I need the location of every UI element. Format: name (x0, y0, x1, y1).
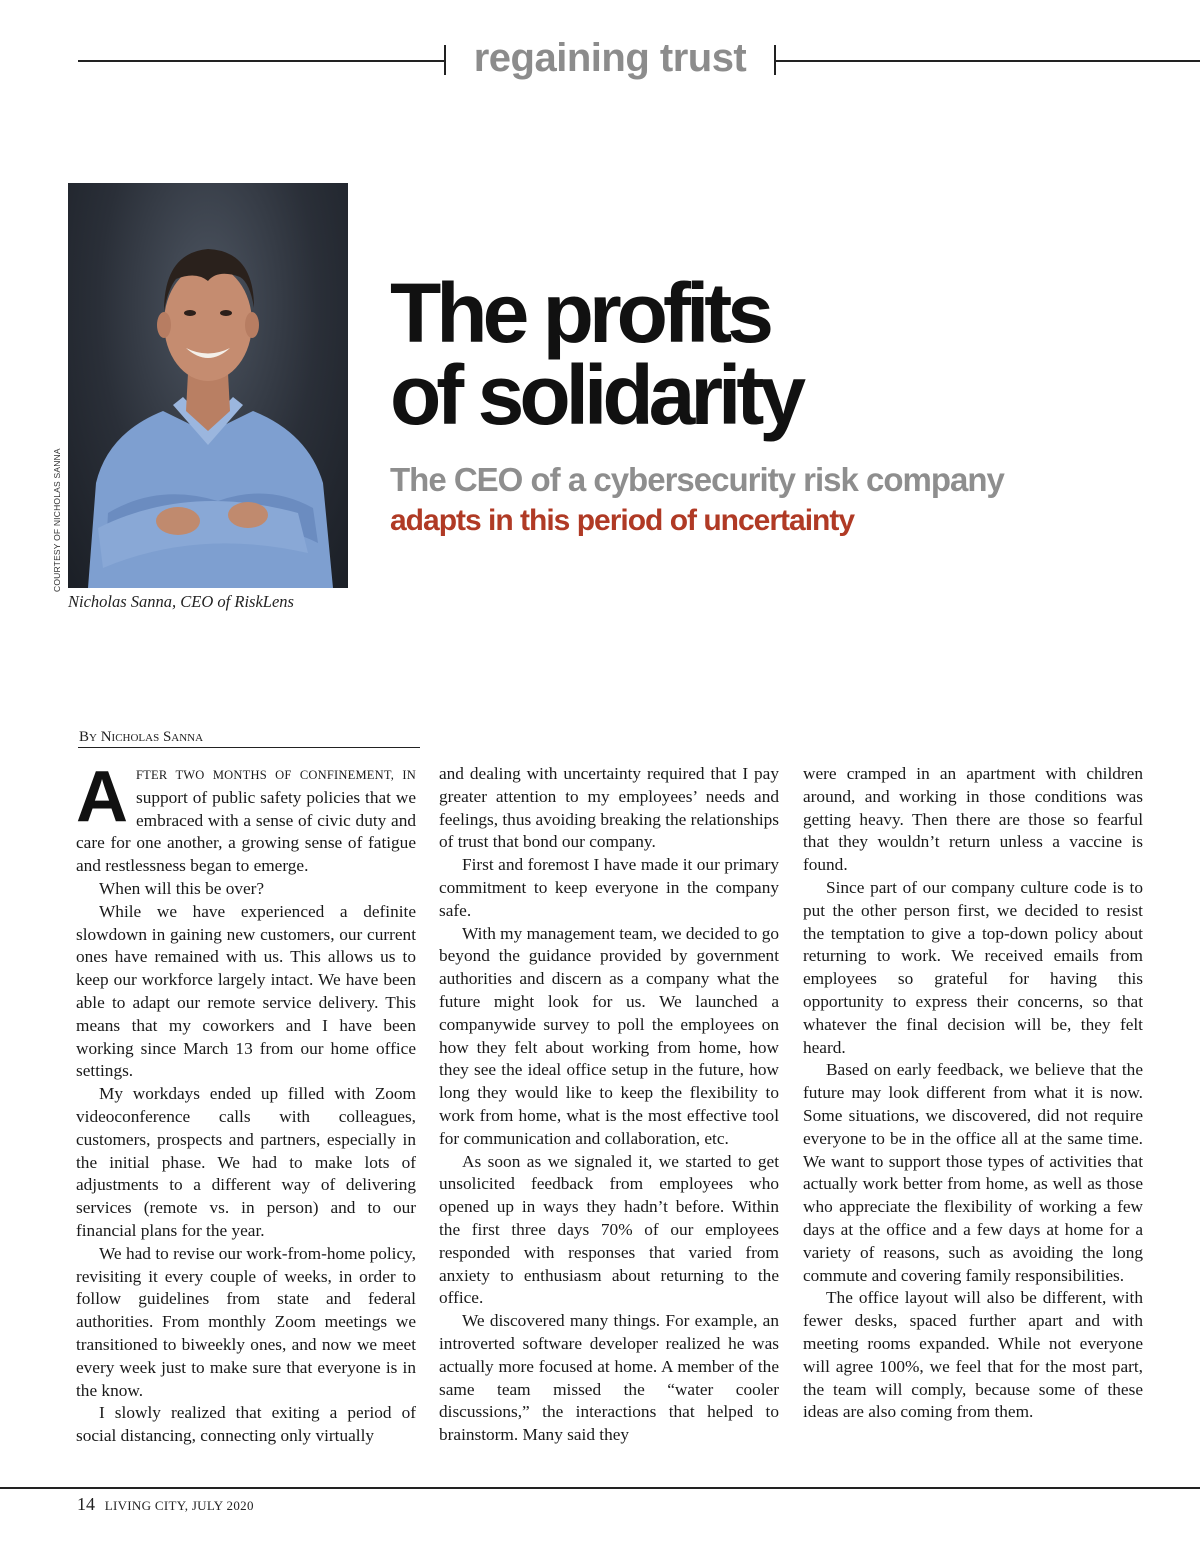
article-paragraph: Based on early feedback, we believe that the future may look different from what it is now. Some situations, we discovered, did not require everyone to be in the office all at the same time. We want to support those types of activities that actually work better from home, as well as those who appreciate the flexibility of working a few days at the office and a few days at home for a variety of reasons, such as avoiding the long commute and covering family responsibilities. (803, 1060, 1143, 1285)
byline (79, 729, 203, 746)
folio (77, 1494, 254, 1515)
article-paragraph: We had to revise our work-from-home policy, revisiting it every couple of weeks, in order to follow guidelines from state and federal authorities. From monthly Zoom meetings we transitioned to biweekly ones, and now we meet every week just to make sure that everyone is in the know. (76, 1243, 416, 1400)
article-paragraph: I slowly realized that exiting a period of social distancing, connecting only virtually (76, 1403, 416, 1446)
byline-prefix: By (79, 729, 97, 745)
article-title (390, 266, 802, 442)
byline-author: Nicholas Sanna (100, 729, 204, 745)
article-paragraph: We discovered many things. For example, an introverted software developer realized he was actually more focused at home. A member of the same team missed the “water cooler discussions,” the interactions that helped to brainstorm. Many said they (439, 1311, 779, 1445)
footer-rule (0, 1487, 1200, 1489)
article-column-2 (439, 763, 779, 1447)
byline-rule (78, 747, 420, 748)
subtitle-line-1: The CEO of a cybersecurity risk company (390, 461, 1004, 498)
portrait-illustration (68, 183, 348, 588)
article-paragraph: Since part of our company culture code is to put the other person first, we decided to resist the temptation to give a top-down policy about returning to work. We received emails from employees so grateful for having this opportunity to express their concerns, so that whatever the final decision will be, they felt heard. (803, 877, 1143, 1057)
article-paragraph: My workdays ended up filled with Zoom videoconference calls with colleagues, customers, prospects and partners, especially in the initial phase. We had to make lots of adjustments to a different way of delivering services (remote vs. in person) and to our financial plans for the year. (76, 1084, 416, 1240)
publication-line: LIVING CITY, JULY 2020 (104, 1498, 254, 1513)
photo-caption: Nicholas Sanna, CEO of RiskLens (68, 592, 294, 611)
section-label: regaining trust (473, 36, 747, 80)
title-line-1: The profits (390, 266, 769, 360)
portrait-photo (68, 183, 348, 588)
article-paragraph: With my management team, we decided to go beyond the guidance provided by government authorities and discern as a company what the future might look for us. We launched a companywide survey to poll the employees on how they felt about working from home, how they see the ideal office setup in the future, how long they would like to keep the flexibility to work from home, what is the most effective tool for communication and collaboration, etc. (439, 923, 779, 1148)
drop-cap: A (76, 757, 128, 837)
photo-credit: COURTESY OF NICHOLAS SANNA (52, 448, 62, 592)
article-paragraph: were cramped in an apartment with children around, and working in those conditions was getting heavy. Then there are those so fearful that they wouldn’t return unless a vaccine is found. (803, 764, 1143, 875)
page-number: 14 (77, 1494, 95, 1514)
article-paragraph: While we have experienced a definite slowdown in gaining new customers, our current ones have remained with us. This allows us to keep our workforce largely intact. We have been able to adapt our remote service delivery. This means that my coworkers and I have been working since March 13 from our home office settings. (76, 901, 416, 1081)
paragraph-text: support of public safety policies that we embraced with a sense of civic duty and care for one another, a growing sense of fatigue and restlessness began to emerge. (76, 787, 416, 876)
title-line-2: of solidarity (390, 348, 802, 442)
opening-caps: FTER TWO MONTHS OF CONFINEMENT, IN (136, 768, 416, 782)
article-paragraph: When will this be over? (99, 878, 265, 898)
article-paragraph (76, 757, 416, 878)
article-paragraph: and dealing with uncertainty required that I pay greater attention to my employees’ needs and feelings, thus avoiding breaking the relationships of trust that bond our company. (439, 764, 779, 852)
article-paragraph: As soon as we signaled it, we started to get unsolicited feedback from employees who opened up in ways they hadn’t before. Within the first three days 70% of our employees responded with responses that varied from anxiety to enthusiasm about returning to the office. (439, 1151, 779, 1308)
article-column-1 (76, 757, 416, 1448)
subtitle-line-2: adapts in this period of uncertainty (390, 504, 855, 537)
article-column-3 (803, 763, 1143, 1424)
article-paragraph: First and foremost I have made it our primary commitment to keep everyone in the company safe. (439, 855, 779, 920)
article-paragraph: The office layout will also be different, with fewer desks, spaced further apart and with meeting rooms expanded. While not everyone will agree 100%, we feel that for the most part, the team will comply, because some of these ideas are also coming from them. (803, 1288, 1143, 1422)
header-rule-right (776, 60, 1200, 62)
